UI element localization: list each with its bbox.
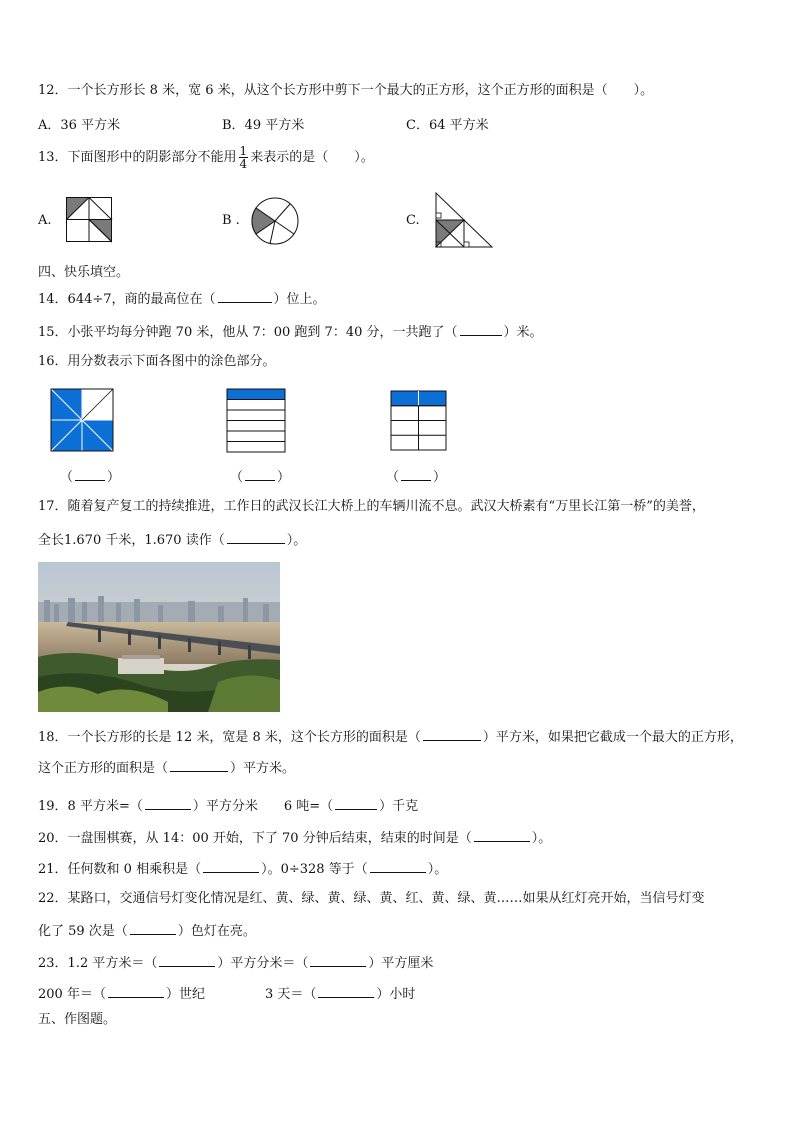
q20-text-before: 20．一盘围棋赛，从 14：00 开始，下了 70 分钟后结束，结束的时间是（ — [38, 831, 472, 846]
q23-c-before: 3 天＝（ — [264, 987, 317, 1002]
q20-text-after: ）。 — [531, 831, 552, 846]
q18-text-after-1: ）平方米，如果把它截成一个最大的正方形， — [482, 730, 743, 745]
q12-option-a: A．36 平方米 — [38, 118, 121, 133]
q16-answer-1 — [60, 466, 120, 485]
q22-text-after: ）色灯在亮。 — [177, 924, 256, 939]
q19 — [38, 796, 418, 816]
q12-text: 12．一个长方形长 8 米，宽 6 米，从这个长方形中剪下一个最大的正方形，这个正方形的面积是（ ）。 — [38, 83, 654, 98]
q17-text-before: 全长1.670 千米，1.670 读作（ — [38, 533, 225, 548]
wuhan-bridge-photo — [38, 562, 280, 712]
q19-a-after: ）平方分米 — [192, 799, 258, 814]
q15-text-before: 15．小张平均每分钟跑 70 米，他从 7：00 跑到 7：40 分，一共跑了（ — [38, 325, 458, 340]
q16-answer-1-close: ） — [107, 470, 121, 485]
q22-answer-blank[interactable] — [130, 921, 176, 935]
q23-c-after: ）小时 — [376, 987, 416, 1002]
q21-answer-blank-a[interactable] — [203, 859, 259, 873]
q13-fraction — [239, 145, 249, 170]
q16-answer-3-open: （ — [386, 470, 400, 485]
q23-a-mid: ）平方分米＝（ — [217, 956, 309, 971]
q23-answer-blank-c[interactable] — [108, 984, 164, 998]
q16-answer-3-blank[interactable] — [401, 467, 431, 481]
q18-line-1 — [38, 727, 743, 747]
q18-answer-blank-1[interactable] — [423, 727, 481, 741]
q16-answer-2-close: ） — [277, 470, 291, 485]
q13-figure-c — [434, 191, 494, 249]
q16-figure-3 — [390, 390, 448, 452]
q19-answer-blank-b[interactable] — [335, 796, 377, 810]
q13-fraction-numerator: 1 — [239, 144, 248, 158]
q23-line-2 — [38, 984, 415, 1004]
section-4-heading: 四、快乐填空。 — [38, 265, 130, 280]
q12-option-b: B．49 平方米 — [222, 118, 305, 133]
q17-answer-blank[interactable] — [227, 530, 285, 544]
q23-a-before: 23．1.2 平方米＝（ — [38, 956, 158, 971]
q22-line-1: 22．某路口，交通信号灯变化情况是红、黄、绿、黄、绿、黄、红、黄、绿、黄……如果从红灯亮开始，当信号灯变 — [38, 891, 705, 906]
q14-answer-blank[interactable] — [218, 289, 272, 303]
q14-text-after: ）位上。 — [273, 292, 326, 307]
q18-text-before-1: 18．一个长方形的长是 12 米，宽是 8 米，这个长方形的面积是（ — [38, 730, 421, 745]
q23-a-after: ）平方厘米 — [368, 956, 434, 971]
q22-text-before: 化了 59 次是（ — [38, 924, 128, 939]
q22-line-2 — [38, 921, 256, 941]
q13-label-b: B . — [222, 213, 240, 228]
q13-label-a: A. — [38, 213, 52, 228]
q19-b-after: ）千克 — [379, 799, 419, 814]
q21-a-before: 21．任何数和 0 相乘积是（ — [38, 862, 202, 877]
q20-answer-blank[interactable] — [474, 828, 530, 842]
q13-figure-a — [66, 197, 114, 243]
q16-figure-1 — [50, 388, 115, 453]
q18-answer-blank-2[interactable] — [170, 758, 228, 772]
q23-b-after: ）世纪 — [165, 987, 205, 1002]
q13-fraction-denominator: 4 — [239, 157, 248, 171]
q21-b-after: ）。 — [427, 862, 448, 877]
q17-text-after: ）。 — [286, 533, 307, 548]
q20 — [38, 828, 551, 848]
q13-figure-b — [250, 196, 300, 246]
q23-answer-blank-b[interactable] — [310, 953, 366, 967]
q13-text-after: 来表示的是（ ）。 — [250, 150, 374, 165]
section-5-heading: 五、作图题。 — [38, 1012, 117, 1027]
q17-line-1: 17．随着复产复工的持续推进，工作日的武汉长江大桥上的车辆川流不息。武汉大桥素有“万里长江第一桥”的美誉， — [38, 499, 705, 514]
q16-answer-3-close: ） — [433, 470, 447, 485]
q14 — [38, 289, 326, 309]
q13-question — [38, 144, 374, 172]
q15-text-after: ）米。 — [503, 325, 543, 340]
q18-text-after-2: ）平方米。 — [230, 761, 296, 776]
q15 — [38, 322, 543, 342]
q13-label-c: C. — [406, 213, 420, 228]
q23-answer-blank-a[interactable] — [159, 953, 215, 967]
q17-line-2 — [38, 530, 306, 550]
q15-answer-blank[interactable] — [460, 322, 502, 336]
q16-text: 16．用分数表示下面各图中的涂色部分。 — [38, 354, 276, 369]
q19-a-before: 19．8 平方米=（ — [38, 799, 143, 814]
q19-b-before: 6 吨=（ — [283, 799, 334, 814]
q13-text-before: 13．下面图形中的阴影部分不能用 — [38, 150, 237, 165]
q16-answer-1-open: （ — [60, 470, 74, 485]
q16-figure-2 — [226, 388, 288, 454]
q12-option-c: C．64 平方米 — [406, 118, 489, 133]
q16-answer-3 — [386, 466, 446, 485]
q23-line-1 — [38, 953, 433, 973]
q21-answer-blank-b[interactable] — [370, 859, 426, 873]
q19-answer-blank-a[interactable] — [145, 796, 191, 810]
q16-answer-2-open: （ — [230, 470, 244, 485]
q14-text-before: 14．644÷7，商的最高位在（ — [38, 292, 216, 307]
q16-answer-2 — [230, 466, 290, 485]
q23-answer-blank-d[interactable] — [318, 984, 374, 998]
q18-text-before-2: 这个正方形的面积是（ — [38, 761, 169, 776]
q16-answer-1-blank[interactable] — [75, 467, 105, 481]
q23-b-before: 200 年＝（ — [38, 987, 106, 1002]
q21-a-after: ）。0÷328 等于（ — [261, 862, 368, 877]
q16-answer-2-blank[interactable] — [245, 467, 275, 481]
q18-line-2 — [38, 758, 295, 778]
q21 — [38, 859, 447, 879]
